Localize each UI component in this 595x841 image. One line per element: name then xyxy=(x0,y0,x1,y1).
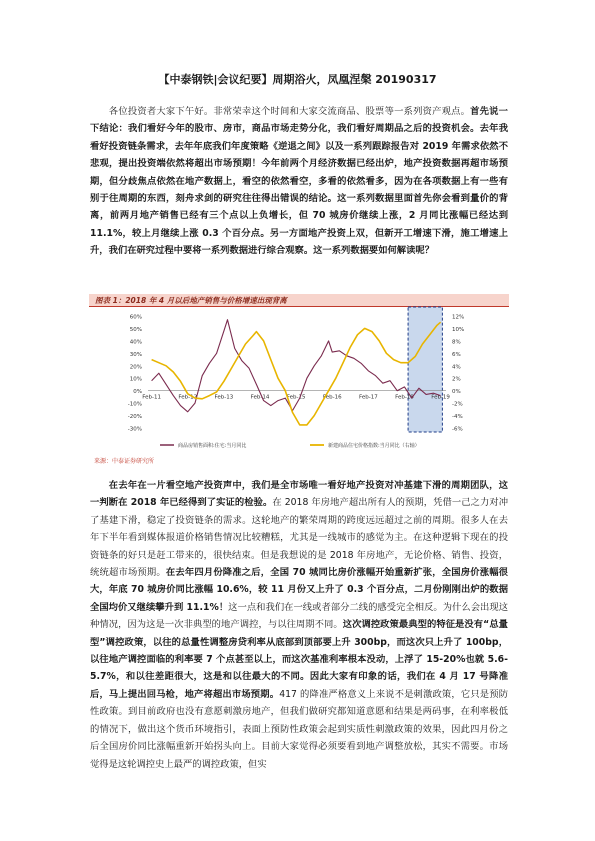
body-sentence-3: 在去年四月份降准之后，全国 70 城同比房价涨幅开始重新扩张，全国房价涨幅很大，年底 70 城房价同比涨幅 10.6%，较 11 月份又上升了 0.3 个百分点，二月份刚刚出炉的数据全国均价又继续攀升到 11.1%！ xyxy=(90,567,508,613)
legend-label-1: 商品房销售面积:住宅:当月同比 xyxy=(178,443,247,449)
chart xyxy=(88,293,510,465)
y-left-tick-label: -10% xyxy=(127,401,142,408)
body-sentence-2: 在 2018 年房地产超出所有人的预期，凭借一己之力对冲了基建下滑，稳定了投资链条的需求。这轮地产的繁荣周期的跨度远远超过之前的周期。很多人在去年下半年看到媒体报道价格销售情况比较糟糕，尤其是一线城市的感觉为主。在这种逻辑下现在的投资链条的好只是赶工带来的，很快结束。但是我想说的是 2018 年房地产，无论价格、销售、投资，统统超市场预期。 xyxy=(90,497,508,579)
y-right-tick-label: -6% xyxy=(452,426,463,433)
y-left-tick-label: 0% xyxy=(133,389,142,396)
x-tick-label: Feb-18 xyxy=(395,394,414,401)
x-tick-label: Feb-19 xyxy=(431,394,450,401)
y-left-tick-label: 30% xyxy=(129,351,142,358)
y-right-tick-label: 10% xyxy=(452,326,465,333)
intro-conclusion: 首先说一下结论：我们看好今年的股市、房市，商品市场走势分化，我们看好周期品之后的投资机会。去年我看好投资链条需求，去年年底我们年度策略《逆退之间》以及一系列跟踪报告对 2019 年需求依然不悲观，提出投资端依然将超出市场预期！今年前两个月经济数据已经出炉，地产投资数据再超市场预期，但分歧焦点依然在地产数据上，看空的依然看空，多看的依然看多，因为在各项数据上有一些有别于往周期的东西，刻舟求剑的研究往往得出错误的结论。这一系列数据里面首先你会看到量价的背离，前两月地产销售已经有三个点以上负增长，但 70 城房价继续上涨，2 月同比涨幅已经达到 11.1%，较上月继续上涨 0.3 个百分点。另一方面地产投资上双，但新开工增速下滑，施工增速上升，我们在研究过程中要将一系列数据进行综合观察。这一系列数据要如何解读呢？ xyxy=(90,106,508,257)
body-sentence-6: 417 的降准严格意义上来说不是刺激政策，它只是预防性政策。到目前政府也没有意愿刺激房地产，但我们做研究都知道意愿和结果是两码事，在利率极低的情况下，做出这个货币环境指引，表面上预防性政策会起到实质性刺激政策的效果，因此四月份之后全国房价同比涨幅重新开始拐头向上。目前大家觉得必须要看到地产调整放松，其实不需要。市场觉得是这轮调控史上最严的调控政策，但实 xyxy=(90,688,508,770)
x-tick-label: Feb-15 xyxy=(286,394,306,401)
intro-paragraph xyxy=(90,103,508,260)
x-tick-label: Feb-11 xyxy=(142,394,161,401)
y-right-tick-label: 8% xyxy=(452,339,461,346)
x-tick-label: Feb-17 xyxy=(358,394,378,401)
body-sentence-5: 这次调控政策最典型的特征是没有“总量型”调控政策，以往的总量性调整房贷利率从底部到顶部要上升 300bp，而这次只上升了 100bp，以往地产调控面临的利率要 7 个点甚至以上，而这次基准利率根本没动，上浮了 15-20%也就 5.6-5.7%，和以往差距很大，这是和以往最大的不同。因此大家有印象的话，我们在 4 月 17 号降准后，马上提出回马枪，地产将超出市场预期。 xyxy=(90,619,508,700)
x-tick-label: Feb-16 xyxy=(322,394,342,401)
figure-title: 图表 1：2018 年 4 月以后地产销售与价格增速出现背离 xyxy=(89,294,509,307)
page-title: 【中泰钢铁|会议纪要】周期浴火，凤凰涅槃 20190317 xyxy=(158,73,437,86)
y-left-tick-label: -20% xyxy=(127,414,142,421)
intro-greeting: 各位投资者大家下午好。非常荣幸这个时间和大家交流商品、股票等一系列资产观点。 xyxy=(108,106,471,117)
y-right-tick-label: 0% xyxy=(452,389,461,396)
y-left-tick-label: 50% xyxy=(129,326,142,333)
x-tick-label: Feb-14 xyxy=(250,394,270,401)
y-right-tick-label: 12% xyxy=(452,314,465,321)
series-line-2 xyxy=(152,322,441,425)
y-right-tick-label: -2% xyxy=(452,401,463,408)
body-sentence-1: 在去年在一片看空地产投资声中，我们是全市场唯一看好地产投资对冲基建下滑的周期团队，这一判断在 2018 年已经得到了实证的检验。 xyxy=(90,480,508,509)
y-right-tick-label: -4% xyxy=(452,414,463,421)
y-left-tick-label: 60% xyxy=(129,314,142,321)
y-right-tick-label: 6% xyxy=(452,351,461,358)
y-left-tick-label: 20% xyxy=(129,364,142,371)
x-tick-label: Feb-12 xyxy=(178,394,198,401)
y-left-tick-label: 40% xyxy=(129,339,142,346)
legend-label-2: 新建商品住宅价格指数:当月同比（右轴） xyxy=(328,443,420,449)
y-left-tick-label: 10% xyxy=(129,376,142,383)
figure-1 xyxy=(88,293,510,465)
figure-source: 来源：中泰证券研究所 xyxy=(94,458,155,465)
x-tick-label: Feb-13 xyxy=(214,394,234,401)
y-right-tick-label: 2% xyxy=(452,376,461,383)
body-paragraph xyxy=(90,477,508,773)
y-left-tick-label: -30% xyxy=(127,426,142,433)
y-right-tick-label: 4% xyxy=(452,364,461,371)
body-sentence-4: 这一点和我们在一线或者部分二线的感受完全相反。为什么会出现这种情况，因为这是一次非典型的地产调控，与以往周期不同。 xyxy=(90,601,508,631)
